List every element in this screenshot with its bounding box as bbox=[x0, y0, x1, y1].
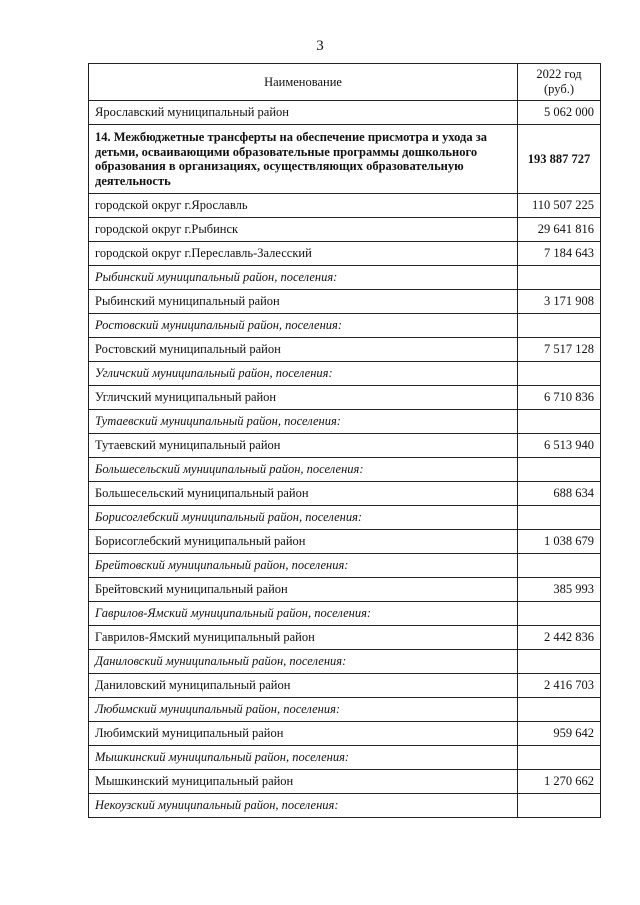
table-row bbox=[89, 578, 601, 602]
row-name: Борисоглебский муниципальный район bbox=[89, 530, 518, 554]
table-subheader-row bbox=[89, 698, 601, 722]
row-amount: 1 270 662 bbox=[518, 770, 601, 794]
row-amount: 6 710 836 bbox=[518, 386, 601, 410]
table-row bbox=[89, 290, 601, 314]
row-name: Ростовский муниципальный район, поселения: bbox=[89, 314, 518, 338]
row-name: Угличский муниципальный район, поселения: bbox=[89, 362, 518, 386]
column-header-amount bbox=[518, 64, 601, 101]
row-name: Мышкинский муниципальный район bbox=[89, 770, 518, 794]
row-name: Тутаевский муниципальный район bbox=[89, 434, 518, 458]
row-name: Мышкинский муниципальный район, поселения: bbox=[89, 746, 518, 770]
row-amount bbox=[518, 362, 601, 386]
table-row bbox=[89, 626, 601, 650]
table-subheader-row bbox=[89, 266, 601, 290]
column-header-amount-year: 2022 год bbox=[536, 67, 582, 81]
table-subheader-row bbox=[89, 602, 601, 626]
table-row bbox=[89, 434, 601, 458]
row-amount bbox=[518, 266, 601, 290]
row-amount bbox=[518, 458, 601, 482]
row-name: Большесельский муниципальный район bbox=[89, 482, 518, 506]
table-row bbox=[89, 125, 601, 194]
table-subheader-row bbox=[89, 650, 601, 674]
row-amount: 1 038 679 bbox=[518, 530, 601, 554]
row-name: городской округ г.Рыбинск bbox=[89, 218, 518, 242]
table-row bbox=[89, 101, 601, 125]
row-name: Брейтовский муниципальный район, поселения: bbox=[89, 554, 518, 578]
row-amount bbox=[518, 602, 601, 626]
row-name: 14. Межбюджетные трансферты на обеспечение присмотра и ухода за детьми, осваивающими образовательные программы дошкольного образования в организациях, осуществляющих образовательную деятельность bbox=[89, 125, 518, 194]
row-name: городской округ г.Переславль-Залесский bbox=[89, 242, 518, 266]
row-amount bbox=[518, 794, 601, 818]
row-amount bbox=[518, 410, 601, 434]
row-amount: 29 641 816 bbox=[518, 218, 601, 242]
row-amount bbox=[518, 698, 601, 722]
row-name: Ростовский муниципальный район bbox=[89, 338, 518, 362]
row-name: Некоузский муниципальный район, поселения: bbox=[89, 794, 518, 818]
table-subheader-row bbox=[89, 458, 601, 482]
row-amount bbox=[518, 746, 601, 770]
page-number: 3 bbox=[316, 38, 324, 54]
table-row bbox=[89, 194, 601, 218]
row-amount: 959 642 bbox=[518, 722, 601, 746]
row-amount bbox=[518, 650, 601, 674]
table-row bbox=[89, 386, 601, 410]
row-name: Тутаевский муниципальный район, поселения: bbox=[89, 410, 518, 434]
row-amount: 2 442 836 bbox=[518, 626, 601, 650]
row-amount: 7 517 128 bbox=[518, 338, 601, 362]
row-name: Большесельский муниципальный район, поселения: bbox=[89, 458, 518, 482]
row-name: Любимский муниципальный район bbox=[89, 722, 518, 746]
table-body bbox=[89, 101, 601, 818]
row-amount: 3 171 908 bbox=[518, 290, 601, 314]
table-row bbox=[89, 770, 601, 794]
row-amount: 2 416 703 bbox=[518, 674, 601, 698]
row-amount: 7 184 643 bbox=[518, 242, 601, 266]
table-subheader-row bbox=[89, 746, 601, 770]
row-amount: 385 993 bbox=[518, 578, 601, 602]
row-name: Даниловский муниципальный район bbox=[89, 674, 518, 698]
table-subheader-row bbox=[89, 506, 601, 530]
row-amount bbox=[518, 314, 601, 338]
row-amount bbox=[518, 506, 601, 530]
table-subheader-row bbox=[89, 794, 601, 818]
column-header-name: Наименование bbox=[89, 64, 518, 101]
budget-table bbox=[88, 63, 601, 818]
row-name: Борисоглебский муниципальный район, поселения: bbox=[89, 506, 518, 530]
table-row bbox=[89, 722, 601, 746]
row-amount: 6 513 940 bbox=[518, 434, 601, 458]
table-row bbox=[89, 242, 601, 266]
row-name: Угличский муниципальный район bbox=[89, 386, 518, 410]
row-amount: 5 062 000 bbox=[518, 101, 601, 125]
row-name: городской округ г.Ярославль bbox=[89, 194, 518, 218]
table-subheader-row bbox=[89, 410, 601, 434]
table-row bbox=[89, 530, 601, 554]
row-name: Даниловский муниципальный район, поселения: bbox=[89, 650, 518, 674]
row-amount: 688 634 bbox=[518, 482, 601, 506]
table-subheader-row bbox=[89, 314, 601, 338]
row-name: Любимский муниципальный район, поселения: bbox=[89, 698, 518, 722]
row-name: Брейтовский муниципальный район bbox=[89, 578, 518, 602]
row-name: Рыбинский муниципальный район, поселения: bbox=[89, 266, 518, 290]
column-header-amount-unit: (руб.) bbox=[544, 82, 574, 96]
row-name: Гаврилов-Ямский муниципальный район, поселения: bbox=[89, 602, 518, 626]
row-name: Ярославский муниципальный район bbox=[89, 101, 518, 125]
table-row bbox=[89, 674, 601, 698]
table-row bbox=[89, 218, 601, 242]
row-amount bbox=[518, 554, 601, 578]
row-name: Рыбинский муниципальный район bbox=[89, 290, 518, 314]
table-subheader-row bbox=[89, 554, 601, 578]
row-amount: 193 887 727 bbox=[518, 125, 601, 194]
table-row bbox=[89, 338, 601, 362]
table-row bbox=[89, 482, 601, 506]
row-amount: 110 507 225 bbox=[518, 194, 601, 218]
row-name: Гаврилов-Ямский муниципальный район bbox=[89, 626, 518, 650]
table-subheader-row bbox=[89, 362, 601, 386]
table-header-row bbox=[89, 64, 601, 101]
